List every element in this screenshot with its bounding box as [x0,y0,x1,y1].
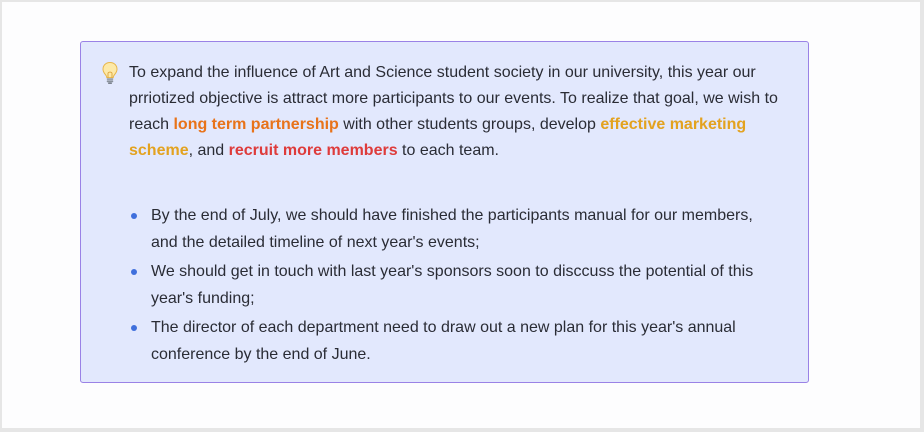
list-item [129,258,779,312]
bullet-dot [131,325,137,331]
paragraph-text: To expand the influence of Art and Science student society in our university, this year our prriotized objective is attract more participants to our events. To realize that goal, we wish to reach [129,64,778,133]
list-item-text: By the end of July, we should have finished the participants manual for our members, and the detailed timeline of next year's events; [151,207,753,251]
list-item-text: We should get in touch with last year's sponsors soon to disccuss the potential of this year's funding; [151,263,754,307]
paragraph-text: with other students groups, develop [338,116,601,133]
lightbulb-icon [101,61,119,85]
bullet-dot [131,213,137,219]
list-item [129,314,779,368]
callout-box [80,41,809,383]
list-item-text: The director of each department need to draw out a new plan for this year's annual conference by the end of June. [151,319,736,363]
bullet-list [129,202,779,370]
highlight-marketing: effective marketing scheme [129,116,747,159]
highlight-partnership: long term partnership [173,116,339,133]
paragraph-text: to each team. [397,142,499,159]
highlight-recruit: recruit more members [228,142,398,159]
paragraph-text: , and [188,142,229,159]
bullet-dot [131,269,137,275]
list-item [129,202,779,256]
page-canvas [2,2,920,428]
callout-paragraph [129,60,791,164]
